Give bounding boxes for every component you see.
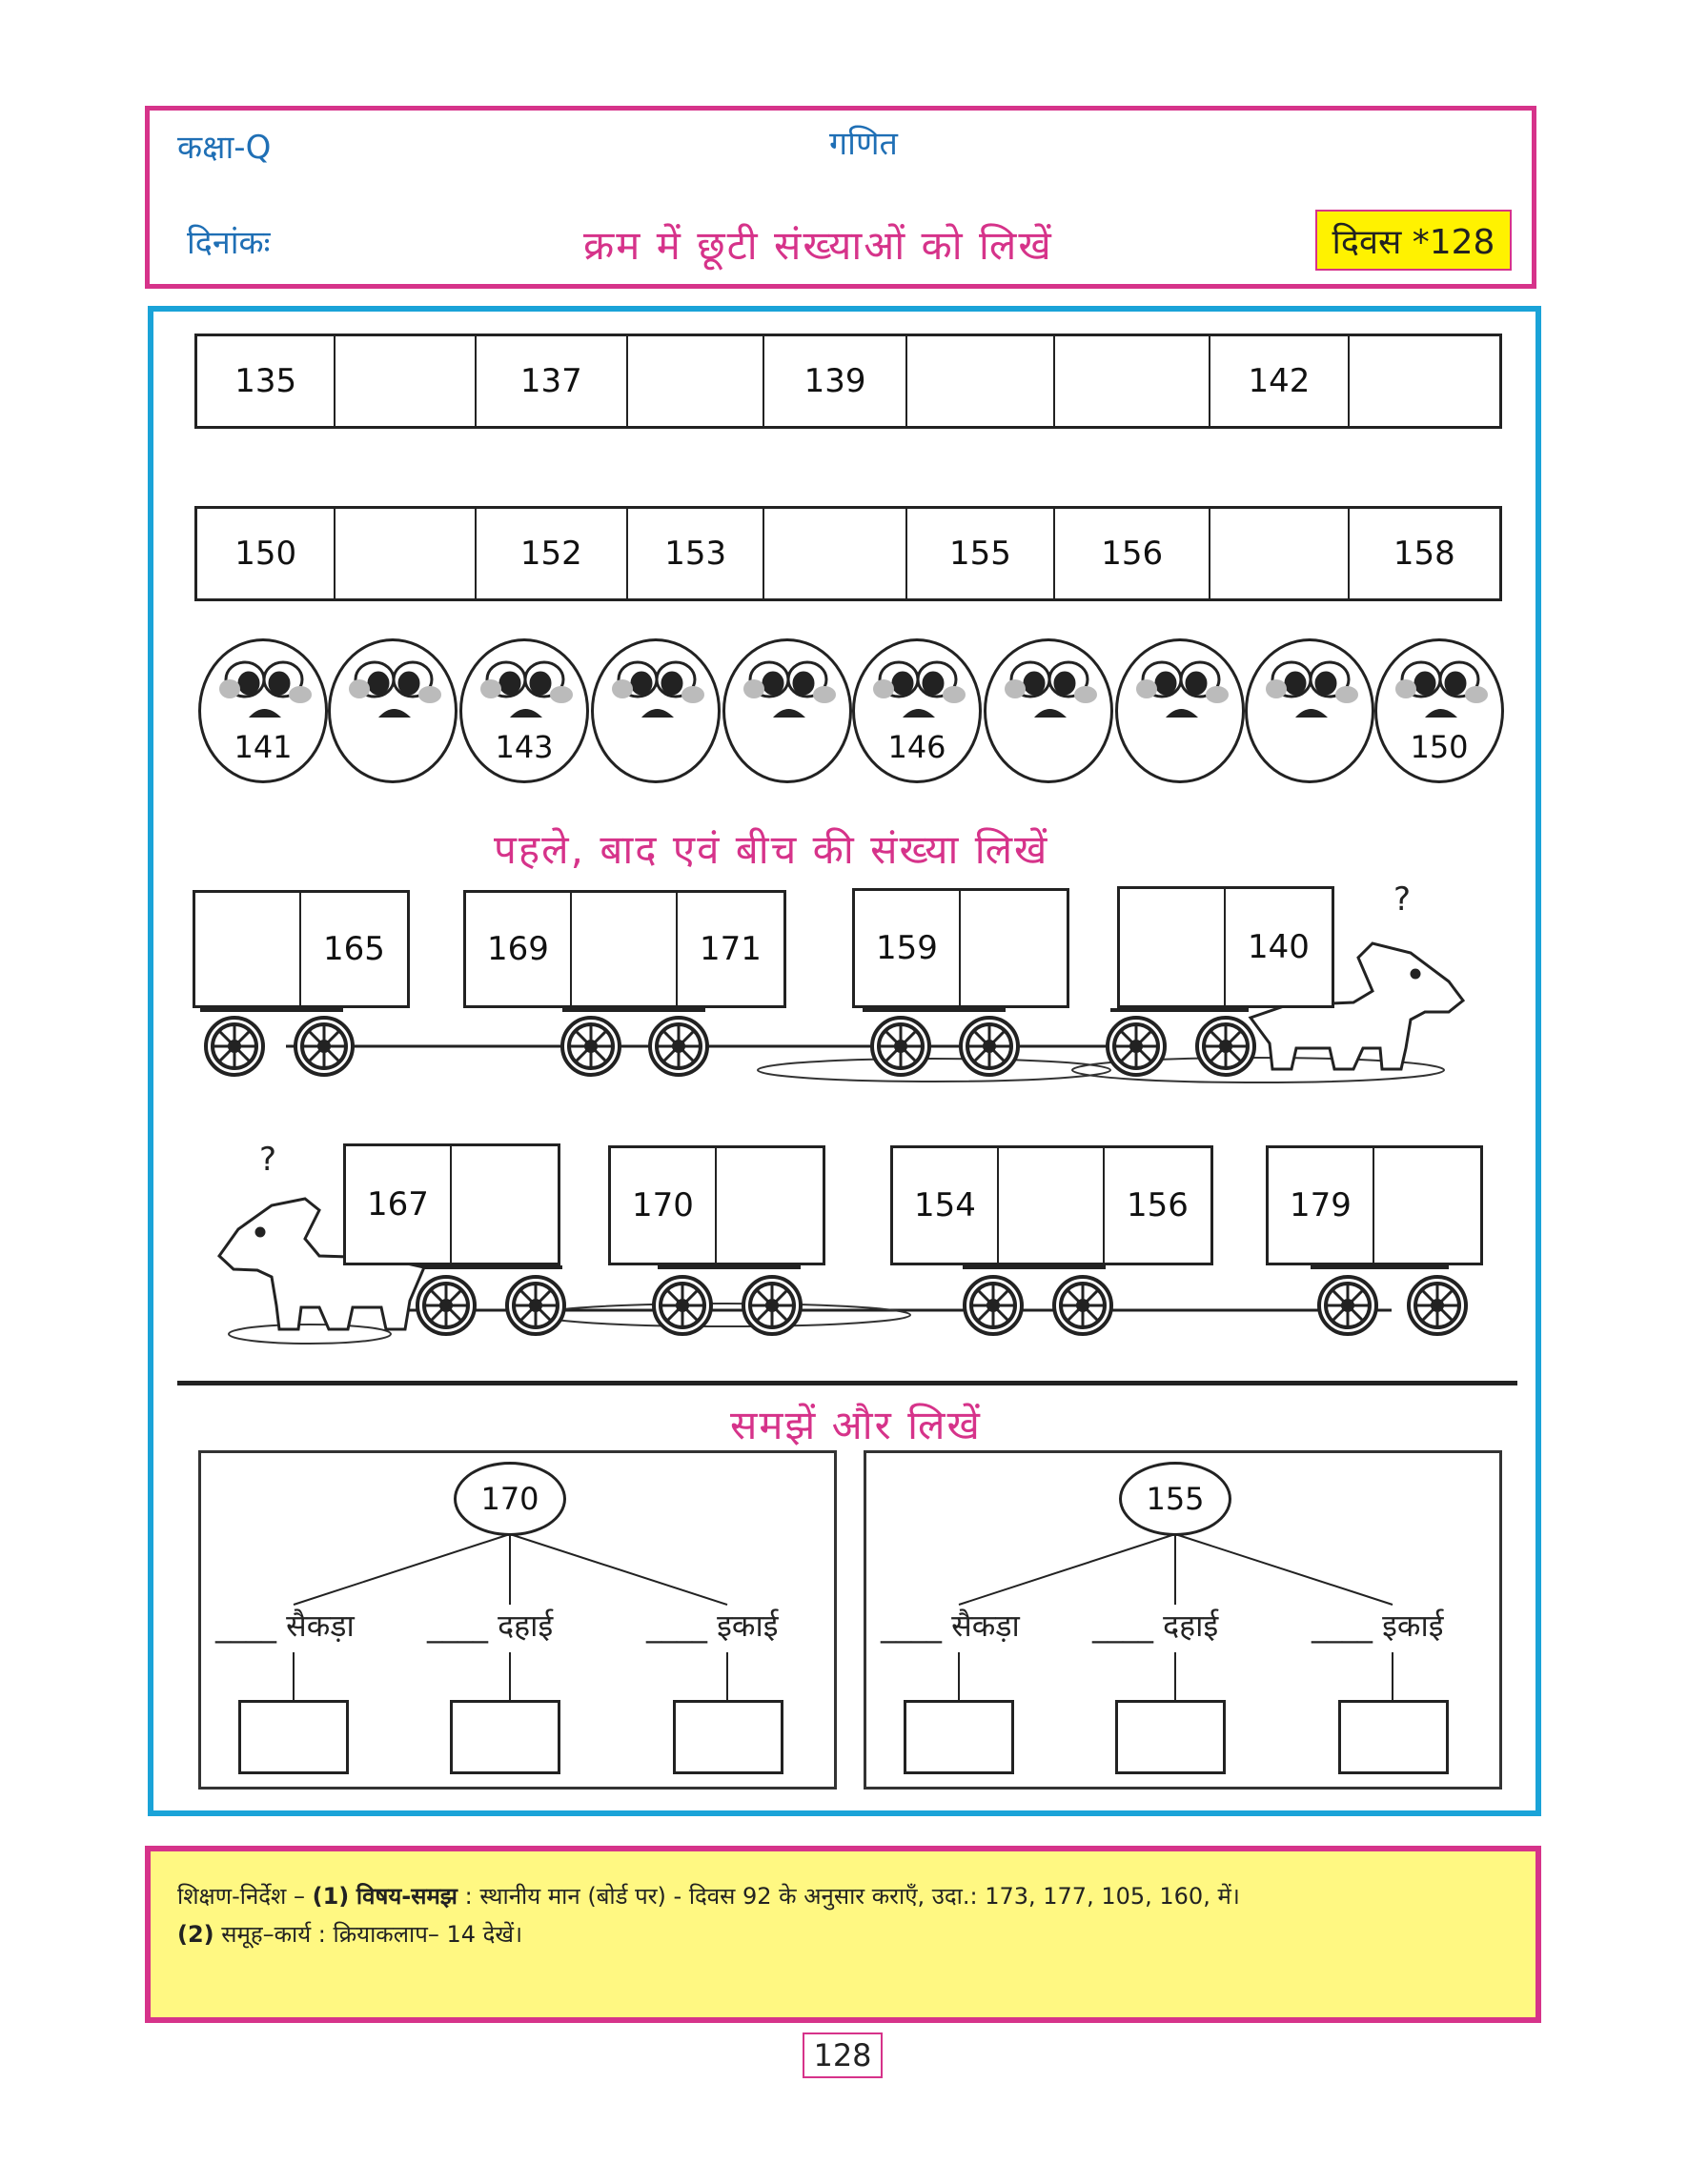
- instruction-number-1: (1): [312, 1883, 350, 1910]
- page-number: 128: [803, 2032, 883, 2078]
- section-title-understand-write: समझें और लिखें: [730, 1402, 982, 1448]
- instruction-number-2: (2): [177, 1921, 214, 1948]
- wheel-icon: [1409, 1277, 1466, 1334]
- wheel-icon: [1054, 1277, 1111, 1334]
- number-cell: 152: [477, 509, 628, 598]
- wheel-icon: [1108, 1018, 1165, 1075]
- wagon-number-cell: 179: [1269, 1148, 1374, 1263]
- wagon-number-cell: 167: [346, 1146, 452, 1263]
- number-cell: 135: [197, 336, 336, 426]
- wagon-number-cell: 156: [1127, 1186, 1189, 1224]
- wagon: [193, 890, 410, 1008]
- number-cell: 156: [1055, 509, 1210, 598]
- wagon-blank-cell[interactable]: [195, 893, 301, 1005]
- instruction-line-2: [177, 1918, 522, 1950]
- face-number: 143: [495, 729, 554, 765]
- wagon: [1117, 886, 1334, 1008]
- wagon: [852, 888, 1069, 1008]
- wagon-blank-cell[interactable]: [1120, 889, 1226, 1005]
- instruction-text-1: : स्थानीय मान (बोर्ड पर) - दिवस 92 के अनुसार कराएँ, उदा.: 173, 177, 105, 160, में।: [464, 1883, 1240, 1910]
- svg-text:?: ?: [259, 1141, 277, 1179]
- class-label: कक्षा-Q: [177, 129, 272, 167]
- number-cell: 142: [1210, 336, 1349, 426]
- tens-answer-box[interactable]: [1115, 1700, 1226, 1774]
- page-title: क्रम में छूटी संख्याओं को लिखें: [583, 222, 1053, 269]
- hundreds-answer-box[interactable]: [904, 1700, 1014, 1774]
- wheel-icon: [417, 1277, 475, 1334]
- face-number: 150: [1410, 729, 1469, 765]
- wheel-icon: [295, 1018, 353, 1075]
- number-cell: 158: [1393, 535, 1455, 573]
- wheel-icon: [206, 1018, 263, 1075]
- wagon-blank-cell[interactable]: [961, 891, 1067, 1005]
- wagon-blank-cell[interactable]: [1374, 1148, 1480, 1263]
- wagon: [608, 1145, 825, 1265]
- number-cell: 137: [477, 336, 628, 426]
- instruction-topic: विषय-समझ: [356, 1883, 458, 1910]
- number-cell: 153: [628, 509, 764, 598]
- wagon-number-cell: 171: [700, 930, 762, 968]
- wheel-icon: [654, 1277, 711, 1334]
- face-number: 141: [234, 729, 293, 765]
- ones-answer-box[interactable]: [673, 1700, 783, 1774]
- subject-label: गणित: [829, 125, 898, 163]
- wagon-number-cell: 140: [1248, 928, 1310, 966]
- date-label: दिनांकः: [187, 224, 271, 262]
- instruction-text-2: समूह–कार्य : क्रियाकलाप– 14 देखें।: [221, 1921, 523, 1948]
- wheel-icon: [1319, 1277, 1376, 1334]
- wagon-blank-cell[interactable]: [717, 1148, 823, 1263]
- wheel-icon: [507, 1277, 564, 1334]
- wagon-number-cell: 169: [466, 893, 572, 1005]
- ones-label: ____ इकाई: [646, 1608, 779, 1644]
- wagon: [1266, 1145, 1483, 1265]
- section-title-before-after: पहले, बाद एवं बीच की संख्या लिखें: [494, 826, 1049, 873]
- wagon-blank-cell[interactable]: [572, 893, 678, 1005]
- number-cell: 139: [764, 336, 906, 426]
- wheel-icon: [961, 1018, 1018, 1075]
- wagon-blank-cell[interactable]: [452, 1146, 558, 1263]
- wheel-icon: [743, 1277, 801, 1334]
- face-number: 146: [887, 729, 946, 765]
- ones-label: ____ इकाई: [1312, 1608, 1444, 1644]
- instruction-line-1: [177, 1880, 1240, 1911]
- wagon-blank-cell[interactable]: [999, 1148, 1105, 1263]
- tens-label: ____ दहाई: [1092, 1608, 1219, 1644]
- wheel-icon: [965, 1277, 1022, 1334]
- number-cell: 150: [197, 509, 336, 598]
- hundreds-answer-box[interactable]: [238, 1700, 349, 1774]
- wheel-icon: [1197, 1018, 1254, 1075]
- day-badge: दिवस *128: [1315, 210, 1512, 271]
- instruction-box: [145, 1846, 1541, 2023]
- number-cell: 155: [907, 509, 1055, 598]
- wheel-icon: [562, 1018, 620, 1075]
- tens-answer-box[interactable]: [450, 1700, 560, 1774]
- wheel-icon: [872, 1018, 929, 1075]
- hundreds-label: ____ सैकड़ा: [881, 1608, 1020, 1644]
- wagon: [463, 890, 786, 1008]
- wagon: [890, 1145, 1213, 1265]
- tens-label: ____ दहाई: [427, 1608, 554, 1644]
- section-divider: [177, 1381, 1517, 1385]
- place-value-number: 170: [454, 1462, 566, 1536]
- svg-text:?: ?: [1393, 880, 1412, 919]
- wagon: [343, 1143, 560, 1265]
- wagon-number-cell: 170: [611, 1148, 717, 1263]
- instruction-prefix: शिक्षण-निर्देश –: [177, 1883, 305, 1910]
- ones-answer-box[interactable]: [1338, 1700, 1449, 1774]
- wagon-number-cell: 154: [893, 1148, 999, 1263]
- place-value-number: 155: [1119, 1462, 1231, 1536]
- hundreds-label: ____ सैकड़ा: [215, 1608, 355, 1644]
- wheel-icon: [650, 1018, 707, 1075]
- wagon-number-cell: 159: [855, 891, 961, 1005]
- wagon-number-cell: 165: [323, 930, 385, 968]
